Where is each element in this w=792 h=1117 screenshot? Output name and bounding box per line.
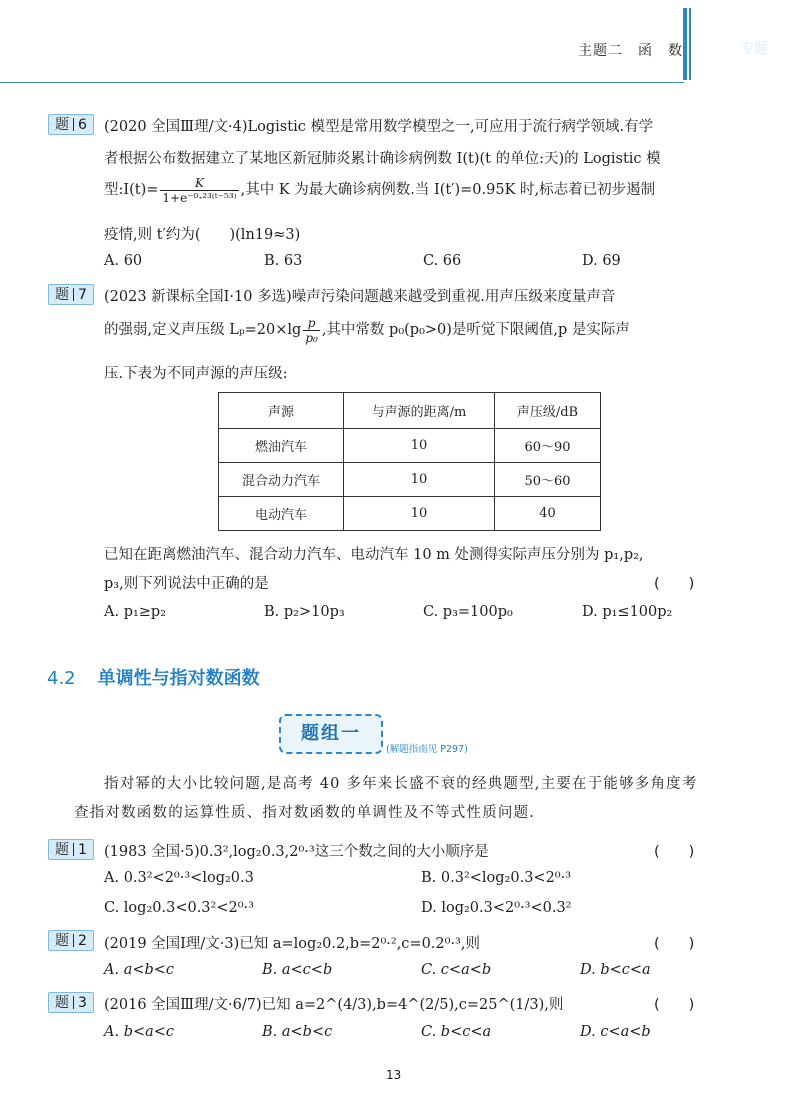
header-rule <box>0 82 684 83</box>
q7-line-5: p₃,则下列说法中正确的是 <box>104 576 269 592</box>
q7-option-d: D. p₁≤100p₂ <box>582 604 673 620</box>
q6-option-b: B. 63 <box>264 253 303 269</box>
intro-line-1: 指对幂的大小比较问题,是高考 40 多年来长盛不衰的经典题型,主要在于能够多角度考 <box>104 776 698 792</box>
q2-answer-paren: ( ) <box>654 936 695 952</box>
q7-line-4: 已知在距离燃油汽车、混合动力汽车、电动汽车 10 m 处测得实际声压分别为 p₁,p₂, <box>104 547 644 563</box>
q2-option-c: C. c<a<b <box>421 962 492 978</box>
q1-option-b: B. 0.3²<log₂0.3<2⁰·³ <box>421 870 572 886</box>
q7-tag-number: 7 <box>78 287 87 303</box>
table-row <box>219 497 601 531</box>
q3-option-b: B. a<b<c <box>262 1024 333 1040</box>
q6-tag <box>48 114 94 135</box>
q7-option-c: C. p₃=100p₀ <box>423 604 513 620</box>
section-number: 4.2 <box>47 668 76 689</box>
table-header-row <box>219 393 601 429</box>
q6-line-4: 疫情,则 t′约为( )(ln19≈3) <box>104 227 301 243</box>
q1-option-a: A. 0.3²<2⁰·³<log₂0.3 <box>104 870 254 886</box>
q7-fraction <box>303 316 320 345</box>
q1-option-d: D. log₂0.3<2⁰·³<0.3² <box>421 900 572 916</box>
q3-tag-word: 题 <box>55 995 69 1011</box>
table-cell: 40 <box>495 497 601 531</box>
q7-line-1: (2023 新课标全国Ⅰ·10 多选)噪声污染问题越来越受到重视.用声压级来度量声音 <box>104 289 616 305</box>
table-cell: 燃油汽车 <box>219 429 344 463</box>
q6-fraction-numerator: K <box>160 176 238 191</box>
section-title: 单调性与指对数函数 <box>97 668 260 689</box>
header-title: 主题二 函 数 <box>578 43 683 59</box>
q7-fraction-numerator: p <box>303 316 320 331</box>
q7-line-3: 压.下表为不同声源的声压级: <box>104 366 288 382</box>
q3-answer-paren: ( ) <box>654 997 695 1013</box>
q7-option-b: B. p₂>10p₃ <box>264 604 345 620</box>
q7-line-2 <box>104 314 630 346</box>
q7-tag <box>48 284 94 305</box>
q3-option-a: A. b<a<c <box>104 1024 175 1040</box>
q1-tag-word: 题 <box>55 842 69 858</box>
q6-tag-number: 6 <box>78 117 87 133</box>
group-note: (解题指南见 P297) <box>386 744 468 755</box>
sound-level-table <box>218 392 601 531</box>
table-cell: 10 <box>344 497 495 531</box>
q1-answer-paren: ( ) <box>654 844 695 860</box>
q1-tag <box>48 839 94 860</box>
q2-tag-number: 2 <box>78 933 87 949</box>
q7-formula-lhs: 的强弱,定义声压级 Lₚ=20×lg <box>104 322 302 338</box>
q6-formula-rest: ,其中 K 为最大确诊病例数.当 I(t′)=0.95K 时,标志着已初步遏制 <box>240 182 656 198</box>
q2-option-d: D. b<c<a <box>580 962 651 978</box>
table-cell: 混合动力汽车 <box>219 463 344 497</box>
q6-fraction <box>160 176 238 205</box>
q3-tag-number: 3 <box>78 995 87 1011</box>
q1-option-c: C. log₂0.3<0.3²<2⁰·³ <box>104 900 254 916</box>
q6-formula-lhs: 型:I(t)= <box>104 182 159 198</box>
table-row <box>219 429 601 463</box>
q6-option-c: C. 66 <box>423 253 462 269</box>
q6-tag-word: 题 <box>55 117 69 133</box>
q3-option-c: C. b<c<a <box>421 1024 492 1040</box>
table-cell: 电动汽车 <box>219 497 344 531</box>
intro-line-2: 查指对数函数的运算性质、指对数函数的单调性及不等式性质问题. <box>74 805 536 821</box>
group-badge: 题组一 <box>279 714 383 754</box>
q6-option-a: A. 60 <box>104 253 143 269</box>
q7-tag-word: 题 <box>55 287 69 303</box>
table-row <box>219 463 601 497</box>
table-header-cell: 声源 <box>219 393 344 429</box>
q1-stem: (1983 全国·5)0.3²,log₂0.3,2⁰·³这三个数之间的大小顺序是 <box>104 844 489 860</box>
q2-option-a: A. a<b<c <box>104 962 175 978</box>
q6-line-1: (2020 全国Ⅲ理/文·4)Logistic 模型是常用数学模型之一,可应用于流行病学领域.有学 <box>104 119 654 135</box>
table-cell: 10 <box>344 429 495 463</box>
q2-tag-word: 题 <box>55 933 69 949</box>
section-heading <box>47 664 260 690</box>
q1-tag-number: 1 <box>78 842 87 858</box>
table-cell: 60～90 <box>495 429 601 463</box>
q3-tag <box>48 992 94 1013</box>
table-header-cell: 声压级/dB <box>495 393 601 429</box>
q7-answer-paren: ( ) <box>654 576 695 592</box>
q7-option-a: A. p₁≥p₂ <box>104 604 167 620</box>
q6-line-3 <box>104 174 655 206</box>
q3-option-d: D. c<a<b <box>580 1024 651 1040</box>
q7-fraction-denominator: p₀ <box>305 330 318 345</box>
page-number: 13 <box>386 1068 402 1082</box>
header-accent-bar <box>683 8 687 80</box>
q2-option-b: B. a<c<b <box>262 962 333 978</box>
q7-formula-rest: ,其中常数 p₀(p₀>0)是听觉下限阈值,p 是实际声 <box>321 322 630 338</box>
table-cell: 10 <box>344 463 495 497</box>
header-ghost-text: 专题 <box>740 41 768 57</box>
q3-stem: (2016 全国Ⅲ理/文·6/7)已知 a=2^(4/3),b=4^(2/5),c=25^(1/3),则 <box>104 997 564 1013</box>
table-header-cell: 与声源的距离/m <box>344 393 495 429</box>
q6-fraction-denominator: 1+e⁻⁰·²³⁽ᵗ⁻⁵³⁾ <box>162 190 237 205</box>
table-cell: 50～60 <box>495 463 601 497</box>
q6-option-d: D. 69 <box>582 253 621 269</box>
q2-tag <box>48 930 94 951</box>
header-accent-bar-thin <box>689 8 691 80</box>
q2-stem: (2019 全国Ⅰ理/文·3)已知 a=log₂0.2,b=2⁰·²,c=0.2⁰·³,则 <box>104 936 480 952</box>
q6-line-2: 者根据公布数据建立了某地区新冠肺炎累计确诊病例数 I(t)(t 的单位:天)的 Logistic 模 <box>104 151 661 167</box>
